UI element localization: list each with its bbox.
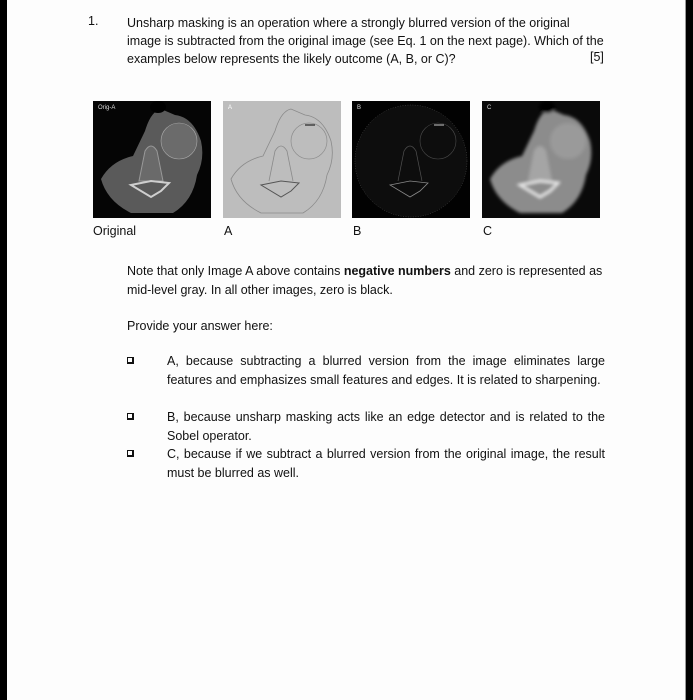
figure-c-image <box>482 101 600 218</box>
answer-option-text: A, because subtracting a blurred version from the image eliminates large features and emphasizes small features and edges. It is related to sharpening. <box>167 354 605 387</box>
figure-corner-label: C <box>487 105 492 111</box>
question-marks: [5] <box>590 50 604 64</box>
question-text: Unsharp masking is an operation where a strongly blurred version of the original image is subtracted from the original image (see Eq. 1 on the next page). Which of the examples below represents the likely outcome (A, B, or C)? <box>127 16 604 66</box>
figure-label-a: A <box>224 224 233 238</box>
checkbox-icon[interactable] <box>127 357 134 364</box>
edge-map-gray-graphic <box>223 101 341 218</box>
edge-detector-graphic <box>352 101 470 218</box>
figure-corner-label: B <box>357 105 362 111</box>
checkbox-icon[interactable] <box>127 413 134 420</box>
figure-corner-label: Orig-A <box>98 105 116 111</box>
answer-prompt: Provide your answer here: <box>127 319 273 333</box>
blurred-ct-scan-graphic <box>482 101 600 218</box>
figure-a-image <box>223 101 341 218</box>
figure-label-c: C <box>483 224 493 238</box>
ct-scan-original-graphic <box>93 101 211 218</box>
figure-label-b: B <box>353 224 362 238</box>
figure-label-original: Original <box>93 224 137 238</box>
question-number: 1. <box>88 14 99 28</box>
figure-corner-label: A <box>228 105 233 111</box>
answer-option-text: C, because if we subtract a blurred version from the original image, the result must be blurred as well. <box>167 447 605 480</box>
figure-b-image <box>352 101 470 218</box>
answer-option-text: B, because unsharp masking acts like an edge detector and is related to the Sobel operator. <box>167 410 605 443</box>
figure-original-image <box>93 101 211 218</box>
checkbox-icon[interactable] <box>127 450 134 457</box>
note-emphasis: negative numbers <box>343 264 451 278</box>
page-edge <box>685 0 686 700</box>
note-text: Note that only Image A above contains negative numbers and zero is represented as mid-level gray. In all other images, zero is black. <box>127 264 603 297</box>
